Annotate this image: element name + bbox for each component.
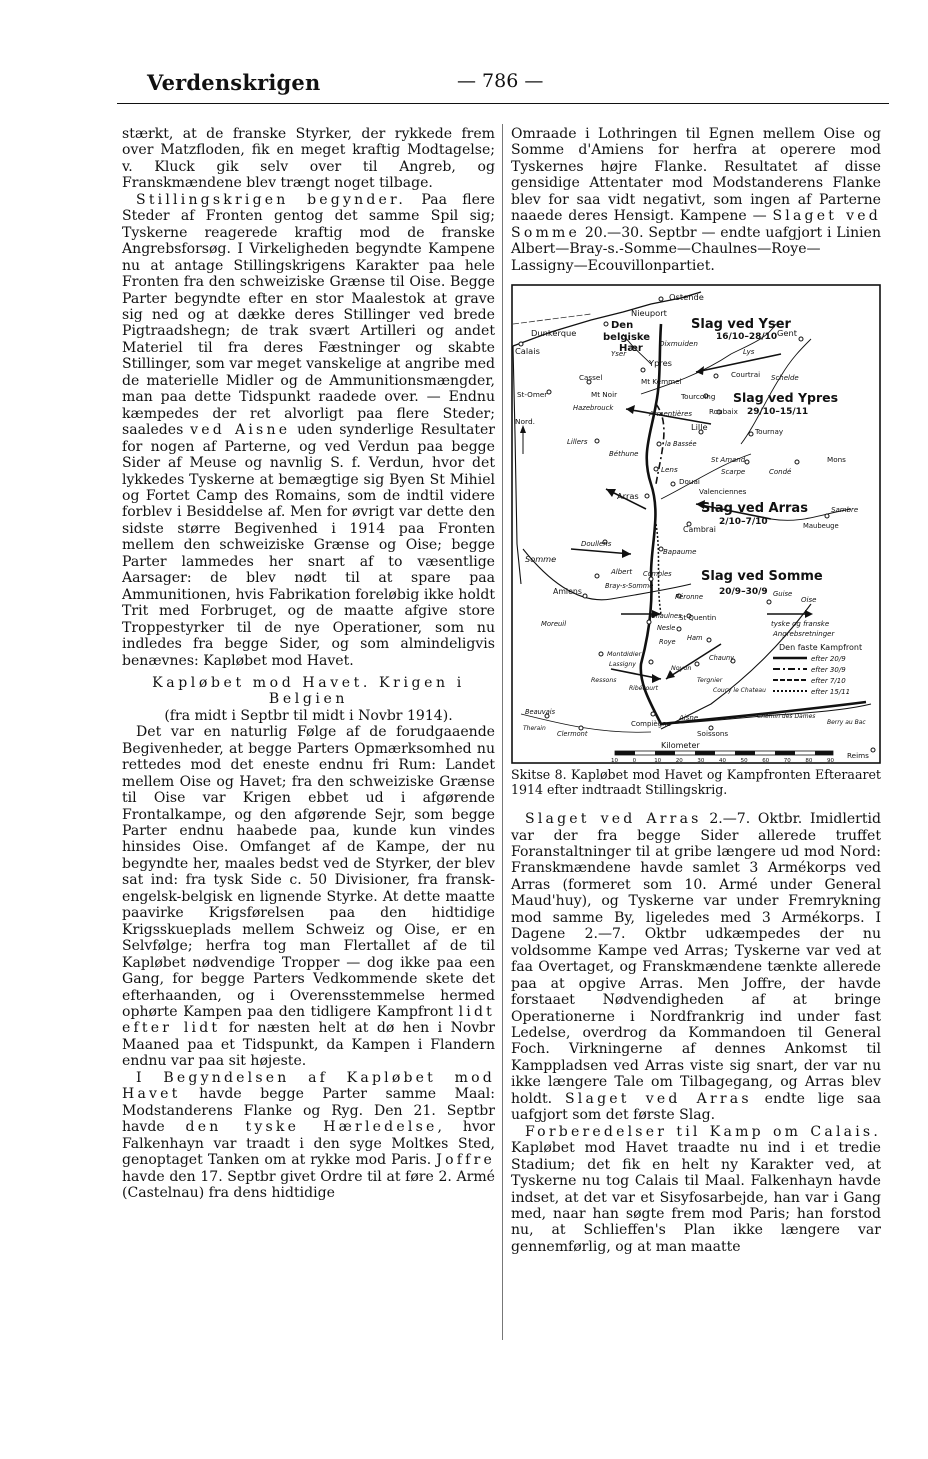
town-maubeuge: Maubeuge [803,522,839,531]
map-svg [511,284,881,764]
town-bapaume: Bapaume [663,548,697,557]
town-calais: Calais [515,346,540,357]
town-guise: Guise [773,590,793,599]
scale-tick-5: 40 [719,758,726,765]
emphasis-joffre: Joffre [436,1152,495,1169]
town-chaulnes: Chaulnes [651,612,682,621]
town-montdidier: Montdidier [607,650,642,659]
town-hazebrouck: Hazebrouck [573,404,614,413]
section-subheading: (fra midt i Septbr til midt i Novbr 1914). [164,707,453,724]
town-lille: Lille [691,422,708,433]
town-tergnier: Tergnier [697,677,723,685]
town-beauvais: Beauvais [525,708,556,717]
town-stamand: St Amand [711,456,746,465]
town-coucy: Coucy le Chateau [713,687,766,695]
army-label-belgiske: belgiske [603,332,651,344]
emphasis-slaget-arras: Slaget ved Arras [564,1090,752,1107]
page-number: — 786 — [457,70,544,92]
left-paragraph-4 [122,1070,495,1202]
army-label-den: Den [611,320,634,332]
battle-yser-dates: 16/10–28/10 [716,332,778,343]
town-tournay: Tournay [755,427,784,437]
section-lead-stillingskrigen: Stillingskrigen begynder. [136,191,407,208]
river-label-yser: Yser [611,350,627,359]
town-combles: Combles [643,570,672,579]
battle-arras-title: Slag ved Arras [701,501,808,517]
battle-somme-dates: 20/9–30/9 [719,587,768,598]
town-mons: Mons [827,455,846,465]
river-label-chemin: Chemin des Dames [757,713,816,721]
left-paragraph-2 [122,192,495,669]
right-paragraph-1 [511,126,881,274]
left-paragraph-4-text-a: havde begge Parter samme Maal: Modstanderens Flanke og Ryg. Den 21. Septbr havde [122,1086,495,1136]
town-clermont: Clermont [557,730,588,739]
right-paragraph-2-text-b: endte lige saa uafgjort som det første Slag. [511,1090,881,1124]
town-cassel: Cassel [579,373,603,383]
town-ressons: Ressons [591,677,617,685]
scale-tick-3: 20 [675,758,683,765]
right-paragraph-3 [511,1124,881,1256]
town-roubaix: Roubaix [709,407,738,417]
right-paragraph-2 [511,811,881,1124]
town-berryaubac: Berry au Bac [827,719,866,727]
right-paragraph-3-text-a: Kapløbet mod Havet traadte nu ind i et tredie Stadium; det fik en helt ny Karakter ved, at Tyskerne nu tog Calais til Maal. Falkenhayn havde indset, at det var et Sisyfosarbejde, han var i Gang med, naar han søgte frem mod Paris; han forstod nu, at Schlieffen's Plan ikke længere var gennemførlig, og at man maatte [511,1140,881,1255]
emphasis-slaget-somme: Slaget ved Somme [511,208,881,241]
town-roye: Roye [659,638,676,647]
left-column [122,126,495,1201]
right-column [511,126,881,1255]
town-bethune: Béthune [609,450,639,459]
battle-arras-dates: 2/10–7/10 [719,517,768,528]
right-paragraph-1-text-a: Omraade i Lothringen til Egnen mellem Oise og Somme d'Amiens for herfra at operere mod Tyskernes højre Flanke. Resultatet af disse gensidige Attentater mod Modstanderens Flanke blev for saa vidt negativt, som ingen af Parterne naaede deres Hensigt. Kampene — [511,126,881,225]
left-paragraph-4-text-c: havde den 17. Septbr givet Ordre til at føre 2. Armé (Castelnau) fra dens hidtidige [122,1168,495,1201]
scale-tick-2: 10 [654,758,662,765]
scale-tick-1: 0 [632,758,637,765]
town-nesle: Nesle [657,624,676,633]
section-heading-line-1: Kapløbet mod Havet. Krigen i [152,674,465,691]
river-label-somme: Somme [525,554,557,565]
town-bray: Bray-s-Somme [605,582,654,591]
town-nieuport: Nieuport [631,308,667,319]
emphasis-ved-aisne: ved Aisne [190,422,291,439]
legend-front-3: efter 7/10 [811,677,846,686]
running-title: Verdenskrigen [147,70,321,95]
town-peronne: Péronne [675,593,704,602]
town-moreuil: Moreuil [541,620,567,629]
legend-front-title: Den faste Kampfront [779,643,863,653]
town-cambrai: Cambrai [683,525,716,535]
legend-front-2: efter 30/9 [811,666,846,675]
town-conde: Condé [769,468,792,477]
town-gent: Gent [777,328,798,339]
town-lillers: Lillers [567,438,588,447]
river-label-oise: Oise [801,596,817,605]
scale-tick-7: 60 [762,758,770,765]
town-albert: Albert [611,568,633,577]
battle-yser-title: Slag ved Yser [691,317,791,333]
river-label-schelde: Schelde [771,374,799,383]
town-tourcoing: Tourcoing [681,392,716,402]
battle-ypres-title: Slag ved Ypres [733,390,839,406]
scale-label: Kilometer [661,741,700,751]
left-paragraph-2-text-a: Paa flere Steder af Fronten gentog det samme Spil sig; Tyskerne reagerede kraftig mod de franske Angrebsforsøg. I Virkeligheden begyndte Kampene nu at antage Stillingskrigens Karakter paa hele Fronten fra den schweiziske Grænse til Oise. Begge Parter begyndte efter en stor Maalestok at grave sig ned og at dække deres Stillinger ved brede Pigtraadshegn; de trak svært Artilleri og andet Materiel til fra deres Fæstninger og skabte Stillinger, som var meget vanskelige at angribe med de materielle Midler og de Ammunitionsmængder, man paa dette Tidspunkt raadede over. — Endnu kæmpedes der ret alvorligt paa flere Steder; saaledes [122,191,495,439]
river-label-sambre: Sambre [831,506,859,515]
scale-tick-0: 10 [611,758,618,765]
town-ypres: Ypres [649,358,672,369]
section-lead-begyndelsen: I Begyndelsen af Kapløbet mod Havet [122,1069,495,1103]
left-paragraph-3-text-b: for næsten helt at dø hen i Novbr Maaned paa et Tidspunkt, da Kampen i Flandern endnu var paa sit højeste. [122,1020,495,1070]
river-label-therain: Therain [523,725,546,733]
legend-attack-1: tyske og franske [771,620,830,629]
left-paragraph-1: stærkt, at de franske Styrker, der rykkede frem over Matzfloden, fik en meget kraftig Modtagelse; v. Kluck gik selv over til Angreb, og Franskmændene blev trængt noget tilbage. [122,126,495,192]
right-paragraph-2-text-a: 2.—7. Oktbr. Imidlertid var der fra begge Sider allerede truffet Foranstaltninger til at gribe længere ud mod Nord: Franskmændene havde samlet 3 Armékorps ved Arras (formeret som 10. Armé under General Maud'huy), og Tyskerne var under Fremrykning mod samme By, ligeledes med 3 Armékorps. I Dagene 2.—7. Oktbr udkæmpedes der nu voldsomme Kampe ved Arras; Tyskerne var ved at faa Overtaget, og Franskmændene tænkte allerede paa at opgive Arras. Men Joffre, der havde forstaaet Nødvendigheden af at bringe Operationerne i Nordfrankrig ind under fast Ledelse, overdrog da Kommandoen til General Foch. Virkningerne af dennes Ankomst til Kamppladsen ved Arras viste sig snart, der var nu ikke længere Tale om Tilbagegang, og Arras blev holdt. [511,811,881,1107]
scale-tick-6: 50 [740,758,748,765]
town-amiens: Amiens [553,587,582,597]
town-ostende: Ostende [669,292,704,303]
right-paragraph-1-text-b: 20.—30. Septbr — endte uafgjort i Linien Albert—Bray-s.-Somme—Chaulnes—Roye—Lassigny—Ecouvillonpartiet. [511,224,881,274]
town-douai: Douai [679,477,700,487]
left-paragraph-3 [122,724,495,1070]
section-lead-slaget-arras: Slaget ved Arras [525,811,702,828]
legend-front-4: efter 15/11 [811,688,851,697]
town-lassigny: Lassigny [609,661,636,669]
emphasis-tyske-haerledelse: den tyske Hærledelse [185,1119,438,1136]
town-ham: Ham [687,634,703,643]
army-label-haer: Hær [619,343,643,355]
battle-somme-title: Slag ved Somme [701,569,823,585]
town-dunkerque: Dunkerque [531,328,577,339]
town-valenciennes: Valenciennes [699,487,747,497]
legend-attack-2: Angrebsretninger [773,630,835,639]
scale-tick-8: 70 [783,758,791,765]
map-caption: Skitse 8. Kapløbet mod Havet og Kampfronten Efteraaret 1914 efter indtraadt Stillingskrig. [511,767,881,797]
page-header [117,64,889,104]
town-lens: Lens [661,465,678,475]
emphasis-lidt-efter-lidt: lidt efter lidt [122,1004,495,1037]
town-soissons: Soissons [697,729,729,739]
left-paragraph-4-text-b: , hvor Falkenhayn var traadt i den syge Moltkes Sted, genoptaget Tanken om at rykke mod Paris. [122,1119,495,1169]
town-compiegne: Compiègne [631,720,671,729]
scale-tick-9: 80 [805,758,813,765]
town-stquentin: St Quentin [679,614,717,623]
town-armentieres: Armentières [649,410,693,419]
town-ribecourt: Ribécourt [629,685,658,693]
column-divider [502,124,503,1340]
section-heading-line-2: Belgien [268,691,349,708]
town-mtnoir: Mt Noir [591,390,618,400]
scale-tick-4: 30 [697,758,705,765]
map-north-label: Nord. [515,417,535,427]
header-rule [117,103,889,104]
town-dixmuiden: Dixmuiden [659,339,698,349]
town-labassee: la Bassée [665,440,697,449]
town-reims: Reims [847,751,869,761]
town-courtrai: Courtrai [731,370,761,380]
scale-tick-10: 90 [827,758,834,765]
map-sketch [511,284,881,764]
town-chauny: Chauny [709,654,735,663]
legend-front-1: efter 20/9 [811,655,846,664]
river-label-scarpe: Scarpe [721,468,746,477]
town-noyon: Noyon [671,664,692,673]
section-lead-calais: Forberedelser til Kamp om Calais. [525,1123,881,1140]
battle-ypres-dates: 29/10–15/11 [747,407,809,418]
town-doullens: Doullens [581,540,612,549]
river-label-lys: Lys [743,348,755,357]
town-mtkemmel: Mt Kemmel [641,377,682,387]
town-stomer: St-Omer [517,390,548,400]
left-paragraph-3-text-a: Det var en naturlig Følge af de forudgaaende Begivenheder, at begge Parters Opmærksomhed nu rettedes mod det eneste endnu fri Rum: Landet mellem Oise og Havet; fra den schweiziske Grænse til Oise var Krigen ebbet ud i afgørende Frontalkampe, og den afgørende Sejr, som begge Parter endnu haabede paa, kunde kun vindes hinsides Oise. Omfanget af de Kampe, der nu begyndte her, maales bedst ved de Styrker, der blev sat ind: fra tysk Side c. 50 Divisioner, fra fransk-engelsk-belgisk en lignende Styrke. At dette maatte paavirke Krigsførelsen paa den hidtidige Krigsskueplads mellem Schweiz og Oise, er en Selvfølge; herfra tog man Flertallet af de til Kapløbet nødvendige Tropper — dog ikke paa een Gang, for begge Parters Vedkommende skete det efterhaanden, og i Overensstemmelse hermed ophørte Kampen paa den tidligere Kampfront [122,724,495,1021]
left-paragraph-2-text-b: uden synderlige Resultater for nogen af Parterne, og ved Verdun paa begge Sider af Meuse og navnlig S. f. Verdun, hvor det lykkedes Tyskerne at bemægtige sig Byen St Mihiel og Fortet Camp des Romains, som de indtil videre forblev i Besiddelse af. Men for øvrigt var dette den sidste større Begivenhed i 1914 paa Fronten mellem den schweiziske Grænse og Oise; begge Parter lammedes her snart af to væsentlige Aarsager: de blev nødt til at spare paa Ammunitionen, hvis Fabrikation foreløbig ikke holdt Trit med Forbruget, og de maatte afgive store Troppestyrker til de nye Operationer, som nu indledes fra begge Sider, og som almindeligvis benævnes: Kapløbet mod Havet. [122,422,495,669]
town-arras: Arras [617,491,639,502]
river-label-aisne: Aisne [679,714,699,723]
